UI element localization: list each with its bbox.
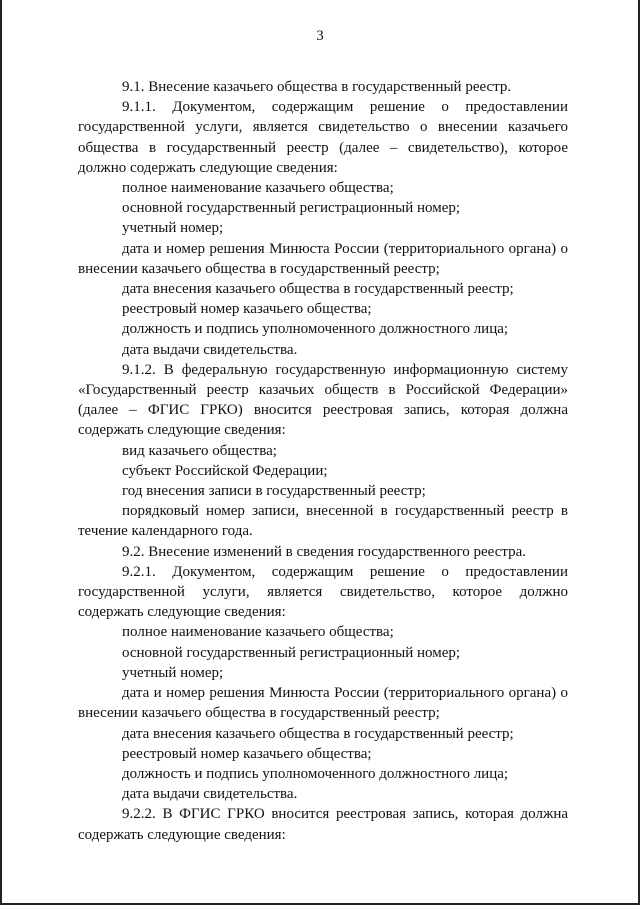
list-item: учетный номер; bbox=[122, 664, 224, 681]
list-item: вид казачьего общества; bbox=[122, 442, 277, 459]
list-item: субъект Российской Федерации; bbox=[122, 462, 328, 479]
list-item: основной государственный регистрационный номер; bbox=[122, 200, 461, 217]
paragraph: 9.1.2. В федеральную государственную информационную систему «Государственный реестр казачьих обществ в Российской Федерации» (далее – ФГИС ГРКО) вносится реестровая запись, которая должна содержать следующие сведения: bbox=[78, 361, 568, 439]
list-item: реестровый номер казачьего общества; bbox=[122, 301, 372, 318]
list-item: дата и номер решения Минюста России (территориального органа) о внесении казачьего общества в государственный реестр; bbox=[78, 685, 568, 722]
page-number: 3 bbox=[316, 28, 324, 44]
section-heading: 9.2. Внесение изменений в сведения государственного реестра. bbox=[122, 543, 527, 560]
list-item: дата внесения казачьего общества в государственный реестр; bbox=[122, 281, 514, 298]
list-item: должность и подпись уполномоченного должностного лица; bbox=[122, 765, 509, 782]
list-item: основной государственный регистрационный номер; bbox=[122, 644, 461, 661]
list-item: реестровый номер казачьего общества; bbox=[122, 745, 372, 762]
list-item: учетный номер; bbox=[122, 220, 224, 237]
list-item: дата выдачи свидетельства. bbox=[122, 786, 298, 803]
paragraph: 9.1.1. Документом, содержащим решение о предоставлении государственной услуги, является свидетельство о внесении казачьего общества в государственный реестр (далее – свидетельство), которое должно содержать следующие сведения: bbox=[78, 99, 568, 176]
document-body bbox=[78, 77, 568, 845]
list-item: полное наименование казачьего общества; bbox=[122, 180, 394, 197]
list-item: дата и номер решения Минюста России (территориального органа) о внесении казачьего общества в государственный реестр; bbox=[78, 240, 568, 277]
paragraph: 9.2.2. В ФГИС ГРКО вносится реестровая запись, которая должна содержать следующие сведения: bbox=[78, 806, 568, 843]
section-heading: 9.1. Внесение казачьего общества в государственный реестр. bbox=[122, 79, 512, 95]
list-item: дата выдачи свидетельства. bbox=[122, 341, 298, 358]
list-item: порядковый номер записи, внесенной в государственный реестр в течение календарного года. bbox=[78, 503, 568, 540]
list-item: дата внесения казачьего общества в государственный реестр; bbox=[122, 725, 514, 742]
list-item: полное наименование казачьего общества; bbox=[122, 624, 394, 641]
list-item: должность и подпись уполномоченного должностного лица; bbox=[122, 321, 509, 338]
paragraph: 9.2.1. Документом, содержащим решение о предоставлении государственной услуги, является свидетельство, которое должно содержать следующие сведения: bbox=[78, 563, 568, 621]
list-item: год внесения записи в государственный реестр; bbox=[122, 483, 426, 500]
